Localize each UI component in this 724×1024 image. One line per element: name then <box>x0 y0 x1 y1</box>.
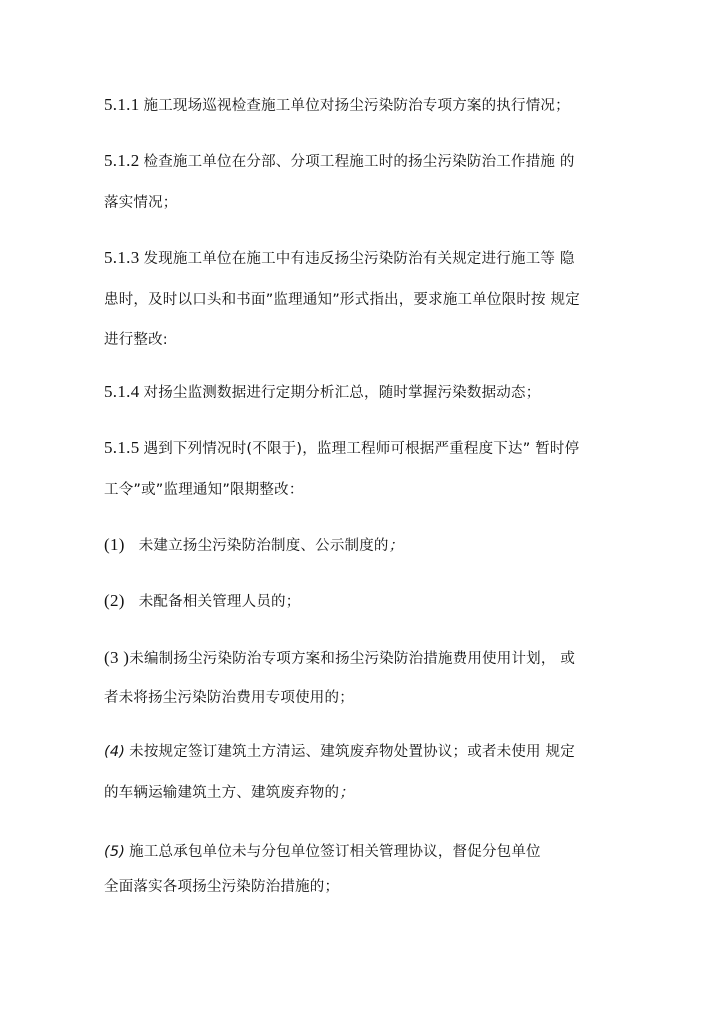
list-item-punct: ； <box>388 538 404 554</box>
list-item-2 <box>104 591 300 612</box>
list-item-text: 施工总承包单位未与分包单位签订相关管理协议，督促分包单位 <box>129 844 541 860</box>
list-item-4 <box>104 742 575 762</box>
list-item-5-continuation <box>104 877 339 897</box>
list-item-number: (3 ) <box>104 648 130 667</box>
list-item-number: (5) <box>104 844 126 860</box>
list-item-number: (4) <box>104 744 126 760</box>
list-item-3-continuation <box>104 688 354 708</box>
clause-5-1-2 <box>104 151 575 172</box>
clause-text-continued: 落实情况； <box>104 195 178 211</box>
clause-number: 5.1.2 <box>104 151 140 170</box>
clause-number: 5.1.3 <box>104 248 140 267</box>
clause-number: 5.1.4 <box>104 382 140 401</box>
list-item-text: 未按规定签订建筑土方清运、建筑废弃物处置协议；或者未使用 规定 <box>129 744 575 760</box>
clause-text-continued: 进行整改: <box>104 332 168 348</box>
clause-text-continued: 工令”或”监理通知”限期整改： <box>104 482 304 498</box>
list-item-text-continued: 者未将扬尘污染防治费用专项使用的； <box>104 690 354 706</box>
clause-text-continued: 患时，及时以口头和书面”监理通知”形式指出，要求施工单位限时按 规定 <box>104 292 580 308</box>
clause-5-1-5-continuation <box>104 480 304 500</box>
list-item-text: 未配备相关管理人员的； <box>138 594 301 610</box>
clause-5-1-3-continuation-2 <box>104 330 168 350</box>
clause-5-1-3 <box>104 248 575 269</box>
clause-text: 对扬尘监测数据进行定期分析汇总，随时掌握污染数据动态； <box>143 385 541 401</box>
list-item-3 <box>104 648 575 669</box>
list-item-text-continued: 全面落实各项扬尘污染防治措施的； <box>104 879 340 895</box>
clause-5-1-1 <box>104 95 570 116</box>
clause-5-1-5 <box>104 438 579 459</box>
clause-text: 施工现场巡视检查施工单位对扬尘污染防治专项方案的执行情况； <box>143 98 570 114</box>
clause-5-1-2-continuation <box>104 193 178 213</box>
clause-text: 检查施工单位在分部、分项工程施工时的扬尘污染防治工作措施 的 <box>143 154 575 170</box>
clause-number: 5.1.5 <box>104 438 140 457</box>
clause-5-1-3-continuation <box>104 290 580 310</box>
clause-text: 发现施工单位在施工中有违反扬尘污染防治有关规定进行施工等 隐 <box>143 251 575 267</box>
list-item-1 <box>104 535 403 556</box>
clause-number: 5.1.1 <box>104 95 140 114</box>
list-item-text-continued: 的车辆运输建筑土方、建筑废弃物的 <box>104 785 340 801</box>
list-item-text: 未建立扬尘污染防治制度、公示制度的 <box>138 538 389 554</box>
list-item-text: 未编制扬尘污染防治专项方案和扬尘污染防治措施费用使用计划， 或 <box>129 651 576 667</box>
list-item-number: (1) <box>104 535 125 554</box>
list-item-punct: ； <box>339 785 354 801</box>
clause-5-1-4 <box>104 382 540 403</box>
list-item-5 <box>104 842 541 862</box>
list-item-number: (2) <box>104 591 125 610</box>
list-item-4-continuation <box>104 783 354 803</box>
clause-text: 遇到下列情况时(不限于)，监理工程师可根据严重程度下达” 暂时停 <box>143 441 580 457</box>
